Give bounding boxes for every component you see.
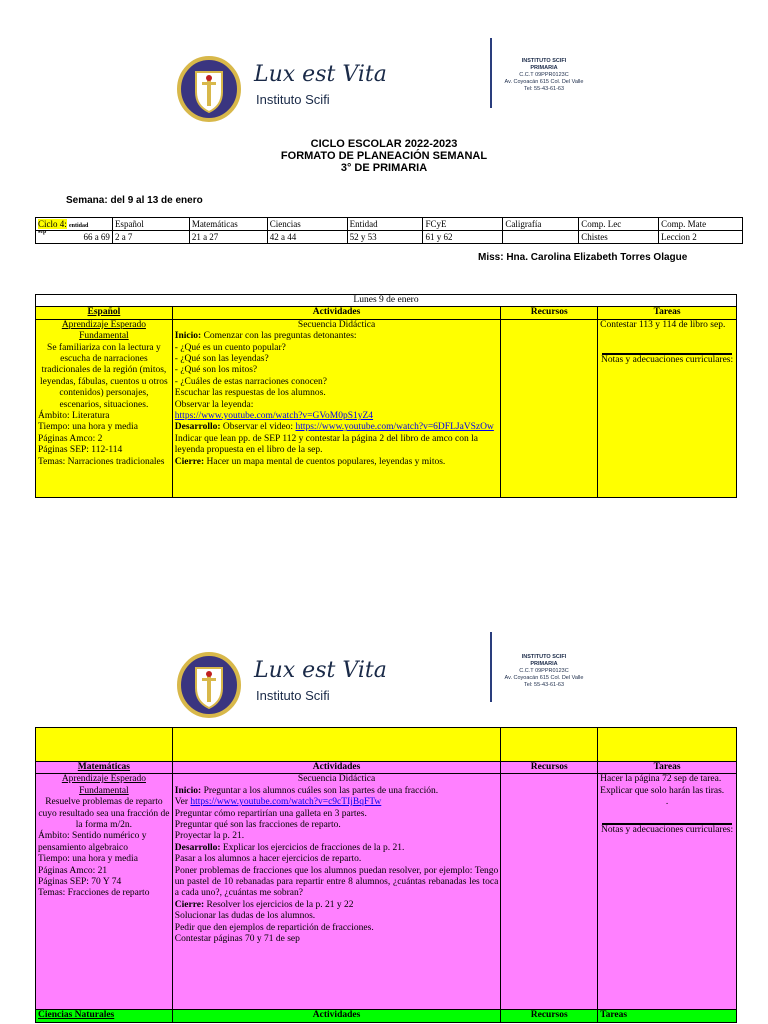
- brand-name: Lux est Vita: [254, 658, 387, 683]
- desarrollo-label: Desarrollo:: [174, 422, 221, 433]
- day1-resources-header: Recursos: [501, 307, 598, 319]
- day1-activities-cell: [172, 319, 501, 497]
- day2-date-cell: [172, 728, 501, 762]
- schedule-col-comp-lec: Comp. Lec: [579, 218, 659, 231]
- tiempo: Tiempo: una hora y media: [38, 854, 138, 865]
- day3-activities-header: Actividades: [172, 1010, 501, 1022]
- institute-cct: C.C.T 09PPR0123C: [519, 668, 569, 674]
- brand-subtitle: Instituto Scifi: [256, 688, 330, 703]
- notes-label: Notas y adecuaciones curriculares:: [601, 355, 734, 366]
- dot-mark: .: [665, 797, 669, 808]
- inicio-label: Inicio:: [174, 785, 202, 796]
- activity-line: Preguntar cómo repartirían una galleta en 3 partes.: [174, 808, 367, 819]
- day3-subject-header: Ciencias Naturales: [36, 1010, 173, 1022]
- schedule-cell: Leccion 2: [659, 231, 743, 244]
- activity-line: Indicar que lean pp. de SEP 112 y contestar la página 2 del libro de amco con la leyenda propuesta en el libro de la sep.: [174, 433, 478, 456]
- day3-tasks-header: Tareas: [598, 1010, 737, 1022]
- sep-small-label: sep: [38, 229, 47, 235]
- cierre-label: Cierre:: [174, 899, 205, 910]
- ae-fundamental: Fundamental: [79, 785, 129, 796]
- day2-activities-cell: [172, 774, 501, 1010]
- institute-name: INSTITUTO SCIFI: [521, 654, 567, 660]
- week-label: Semana: del 9 al 13 de enero: [66, 195, 203, 206]
- title-line-1: CICLO ESCOLAR 2022-2023: [310, 138, 458, 150]
- schedule-cell: 2 a 7: [112, 231, 189, 244]
- cierre-text: Resolver los ejercicios de la p. 21 y 22: [204, 899, 354, 910]
- day2-tasks-cell: [598, 774, 737, 1010]
- schedule-pages-row: [36, 231, 743, 244]
- brand-subtitle: Instituto Scifi: [256, 92, 330, 107]
- day2-plan-table: [35, 727, 737, 1023]
- day1-resources-cell: [501, 319, 598, 497]
- title-line-2: FORMATO DE PLANEACIÓN SEMANAL: [280, 150, 488, 162]
- temas: Temas: Narraciones tradicionales: [38, 456, 165, 467]
- day2-subject-cell: [36, 774, 173, 1010]
- schedule-col-comp-mate: Comp. Mate: [659, 218, 743, 231]
- title-line-3: 3° DE PRIMARIA: [340, 162, 428, 174]
- institute-address: Av. Coyoacán 615 Col. Del Valle: [504, 675, 584, 681]
- paginas-sep: Páginas SEP: 70 Y 74: [38, 877, 122, 888]
- activity-line: Solucionar las dudas de los alumnos.: [174, 911, 316, 922]
- institute-cct: C.C.T 09PPR0123C: [519, 72, 569, 78]
- schedule-cell: 21 a 27: [189, 231, 267, 244]
- schedule-table: [35, 217, 743, 244]
- day2-resources-header: Recursos: [501, 762, 598, 774]
- day3-resources-header: Recursos: [501, 1010, 598, 1022]
- schedule-cell: [503, 231, 579, 244]
- day1-subject-header: Español: [36, 307, 173, 319]
- day1-content-row: [36, 319, 737, 497]
- activity-line: Poner problemas de fracciones que los alumnos puedan resolver, por ejemplo: Tengo un pastel de 10 rebanadas para repartir entre 8 alumnos, ¿cuántas rebanadas les toca a cada uno?, ¿cuántas me sobran?: [174, 865, 499, 899]
- day1-header-row: [36, 307, 737, 319]
- inicio-text: Preguntar a los alumnos cuáles son las partes de una fracción.: [201, 785, 439, 796]
- institute-name: INSTITUTO SCIFI: [521, 58, 567, 64]
- video-line: [175, 797, 499, 808]
- ambito: Ámbito: Sentido numérico y pensamiento algebraico: [38, 831, 147, 853]
- institute-phone: Tel: 55-43-61-63: [523, 86, 565, 92]
- school-logo: [176, 56, 242, 122]
- day1-subject-cell: [36, 319, 173, 497]
- ae-label: Aprendizaje Esperado: [61, 319, 146, 330]
- day1-tasks-cell: [598, 319, 737, 497]
- day1-activities-header: Actividades: [172, 307, 501, 319]
- entidad-small-label: entidad: [69, 223, 89, 229]
- day2-subject-header: Matemáticas: [36, 762, 173, 774]
- desarrollo-text: Observar el video:: [220, 422, 296, 433]
- schedule-cell: Chistes: [579, 231, 659, 244]
- schedule-col-ciencias: Ciencias: [267, 218, 347, 231]
- day3-header-row: [36, 1010, 737, 1022]
- document-title: [0, 138, 768, 174]
- task-text: Hacer la página 72 sep de tarea. Explicar que solo harán las tiras.: [600, 774, 725, 796]
- cierre-line: [175, 900, 499, 911]
- institute-address: Av. Coyoacán 615 Col. Del Valle: [504, 79, 584, 85]
- cierre-label: Cierre:: [174, 456, 205, 467]
- ambito: Ámbito: Literatura: [38, 411, 110, 422]
- activity-line: Observar la leyenda:: [174, 399, 254, 410]
- day2-date-row: [36, 728, 737, 762]
- inicio-line: [175, 786, 499, 797]
- day1-date: Lunes 9 de enero: [36, 295, 737, 307]
- day1-plan-table: [35, 294, 737, 498]
- day2-activities-header: Actividades: [172, 762, 501, 774]
- schedule-col-fcye: FCyE: [423, 218, 503, 231]
- ver-text: Ver: [174, 797, 191, 808]
- learning-description: Resuelve problemas de reparto cuyo resultado sea una fracción de la forma m/2n.: [38, 797, 170, 831]
- cierre-line: [175, 457, 499, 468]
- desarrollo-label: Desarrollo:: [174, 842, 221, 853]
- schedule-cell: 42 a 44: [267, 231, 347, 244]
- institute-info: [494, 58, 594, 93]
- institute-phone: Tel: 55-43-61-63: [523, 682, 565, 688]
- day2-content-row: [36, 774, 737, 1010]
- inicio-text: Comenzar con las preguntas detonantes:: [201, 331, 357, 342]
- day2-header-row: [36, 762, 737, 774]
- question-1: - ¿Qué es un cuento popular?: [174, 342, 286, 353]
- youtube-link-1[interactable]: https://www.youtube.com/watch?v=GVoM0pS1yZ4: [174, 411, 374, 422]
- youtube-link[interactable]: https://www.youtube.com/watch?v=c9cTIjBqFTw: [190, 797, 382, 808]
- sequence-title: Secuencia Didáctica: [297, 319, 376, 330]
- day1-tasks-header: Tareas: [598, 307, 737, 319]
- cycle-label: Ciclo 4:: [38, 219, 67, 229]
- schedule-col-caligrafia: Caligrafía: [503, 218, 579, 231]
- activity-line: Escuchar las respuestas de los alumnos.: [174, 388, 326, 399]
- tiempo: Tiempo: una hora y media: [38, 422, 138, 433]
- ae-label: Aprendizaje Esperado: [61, 774, 146, 785]
- day2-date-cell: [598, 728, 737, 762]
- activity-line: Pedir que den ejemplos de repartición de fracciones.: [174, 922, 374, 933]
- question-3: - ¿Qué son los mitos?: [174, 365, 258, 376]
- youtube-link-2[interactable]: https://www.youtube.com/watch?v=6DFLJaVSzOw: [295, 422, 494, 433]
- schedule-cell: 52 y 53: [347, 231, 423, 244]
- day2-tasks-header: Tareas: [598, 762, 737, 774]
- desarrollo-line: [175, 843, 499, 854]
- day2-resources-cell: [501, 774, 598, 1010]
- notes-label: Notas y adecuaciones curriculares:: [601, 824, 734, 835]
- temas: Temas: Fracciones de reparto: [38, 888, 150, 899]
- cierre-text: Hacer un mapa mental de cuentos populares, leyendas y mitos.: [204, 456, 446, 467]
- task-text: Contestar 113 y 114 de libro sep.: [600, 319, 726, 330]
- sequence-title: Secuencia Didáctica: [297, 774, 376, 785]
- question-4: - ¿Cuáles de estas narraciones conocen?: [174, 376, 327, 387]
- schedule-col-espanol: Español: [112, 218, 189, 231]
- institute-info: [494, 654, 594, 689]
- ae-fundamental: Fundamental: [79, 331, 129, 342]
- schedule-cell: 66 a 69: [36, 231, 113, 244]
- paginas-amco: Páginas Amco: 21: [38, 865, 108, 876]
- desarrollo-line: [175, 422, 499, 433]
- question-2: - ¿Qué son las leyendas?: [174, 354, 269, 365]
- activity-line: Pasar a los alumnos a hacer ejercicios de reparto.: [174, 854, 362, 865]
- paginas-sep: Páginas SEP: 112-114: [38, 445, 123, 456]
- day2-date-cell: [501, 728, 598, 762]
- activity-line: Contestar páginas 70 y 71 de sep: [174, 934, 300, 945]
- day2-date-cell: [36, 728, 173, 762]
- paginas-amco: Páginas Amco: 2: [38, 433, 103, 444]
- desarrollo-text: Explicar los ejercicios de fracciones de la p. 21.: [220, 842, 405, 853]
- institute-level: PRIMARIA: [530, 65, 558, 71]
- header-divider: [490, 38, 492, 108]
- schedule-cell: 61 y 62: [423, 231, 503, 244]
- day1-date-row: [36, 295, 737, 307]
- schedule-cycle-cell: [36, 218, 113, 235]
- schedule-col-matematicas: Matemáticas: [189, 218, 267, 231]
- brand-name: Lux est Vita: [254, 62, 387, 87]
- inicio-line: [175, 331, 499, 342]
- institute-level: PRIMARIA: [530, 661, 558, 667]
- teacher-name: Miss: Hna. Carolina Elizabeth Torres Olague: [478, 252, 688, 263]
- schedule-header-row: [36, 218, 743, 231]
- learning-description: Se familiariza con la lectura y escucha de narraciones tradicionales de la región (mitos, leyendas, fábulas, cuentos u otros contenidos) personajes, escenarios, situaciones.: [40, 342, 168, 410]
- school-logo: [176, 652, 242, 718]
- inicio-label: Inicio:: [174, 331, 202, 342]
- schedule-col-entidad: Entidad: [347, 218, 423, 231]
- activity-line: Preguntar qué son las fracciones de reparto.: [174, 820, 341, 831]
- header-divider: [490, 632, 492, 702]
- activity-line: Proyectar la p. 21.: [174, 831, 245, 842]
